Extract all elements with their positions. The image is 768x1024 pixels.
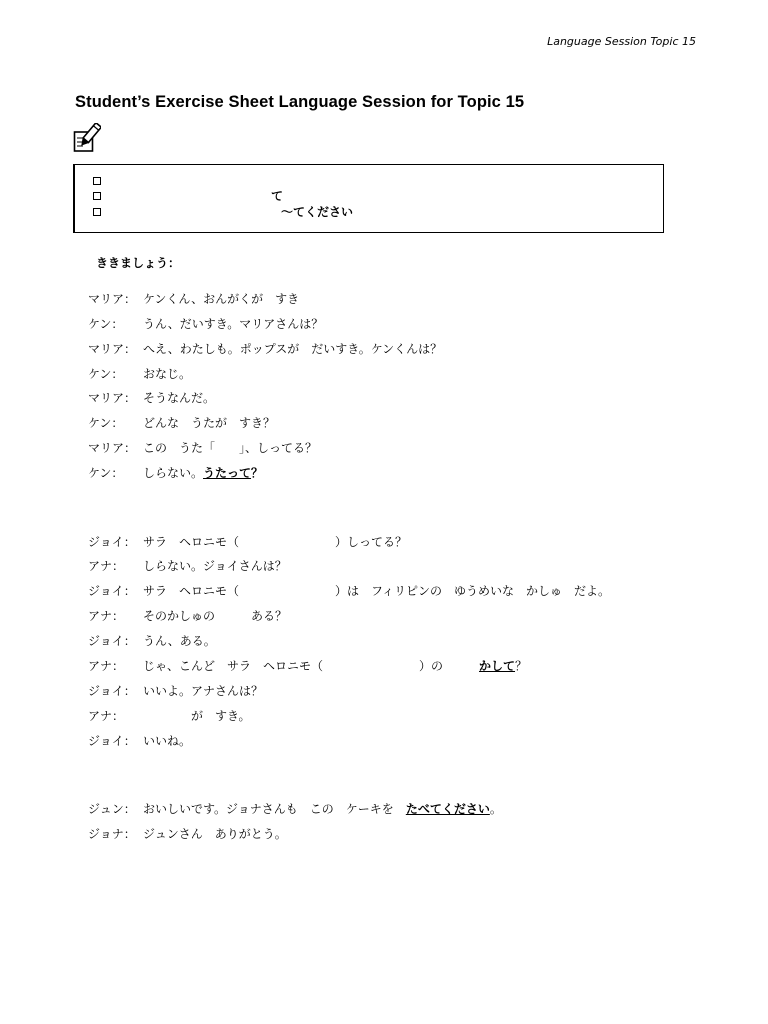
running-header: Language Session Topic 15 xyxy=(547,35,696,48)
speaker-name: アナ： xyxy=(88,559,125,573)
checkbox-icon xyxy=(93,177,101,185)
utterance: ジュンさん ありがとう。 xyxy=(143,827,287,841)
utterance: ケンくん、おんがくが すき xyxy=(143,292,300,306)
utterance: おなじ。 xyxy=(143,367,192,381)
speaker-name: ジュン： xyxy=(88,802,136,816)
speaker-name: マリア： xyxy=(88,441,137,455)
speaker-name: アナ： xyxy=(88,609,125,623)
speaker-name: アナ： xyxy=(88,709,125,723)
pencil-writing-icon xyxy=(73,123,101,153)
objective-text: て xyxy=(271,189,284,203)
utterance: じゃ、こんど サラ ヘロニモ（ ）の かして？ xyxy=(143,659,528,673)
checkbox-icon xyxy=(93,208,101,216)
utterance: うん、だいすき。マリアさんは？ xyxy=(143,317,324,331)
speaker-name: ケン： xyxy=(88,317,124,331)
utterance: そのかしゅの ある？ xyxy=(143,609,288,623)
speaker-name: ケン： xyxy=(88,416,124,430)
speaker-name: ケン： xyxy=(88,367,124,381)
utterance: うん、ある。 xyxy=(143,634,216,648)
utterance: サラ ヘロニモ（ ）は フィリピンの ゆうめいな かしゅ だよ。 xyxy=(143,584,611,598)
utterance: サラ ヘロニモ（ ）しってる？ xyxy=(143,535,408,549)
speaker-name: ケン： xyxy=(88,466,124,480)
speaker-name: マリア： xyxy=(88,391,137,405)
learning-objectives-box xyxy=(73,164,664,233)
speaker-name: ジョイ： xyxy=(88,535,136,549)
objective-text: ～てください xyxy=(281,205,354,219)
speaker-name: ジョイ： xyxy=(88,684,136,698)
speaker-name: マリア： xyxy=(88,292,137,306)
page-title: Student’s Exercise Sheet Language Session for Topic 15 xyxy=(75,93,525,111)
utterance: しらない。うたって？ xyxy=(143,466,264,480)
utterance: いいね。 xyxy=(143,734,192,748)
listening-heading: ききましょう： xyxy=(96,256,181,270)
checkbox-icon xyxy=(93,192,101,200)
utterance: いいよ。アナさんは？ xyxy=(143,684,264,698)
utterance: どんな うたが すき？ xyxy=(143,416,276,430)
utterance: が すき。 xyxy=(143,709,251,723)
objective-item xyxy=(75,204,663,220)
utterance: おいしいです。ジョナさんも この ケーキを たべてください。 xyxy=(143,802,502,816)
utterance: そうなんだ。 xyxy=(143,391,216,405)
objective-item xyxy=(75,188,663,204)
utterance: へえ、わたしも。ポップスが だいすき。ケンくんは？ xyxy=(143,342,443,356)
speaker-name: ジョイ： xyxy=(88,634,136,648)
utterance: しらない。ジョイさんは？ xyxy=(143,559,287,573)
speaker-name: ジョナ： xyxy=(88,827,136,841)
speaker-name: アナ： xyxy=(88,659,125,673)
objective-item xyxy=(75,173,663,189)
speaker-name: ジョイ： xyxy=(88,584,136,598)
speaker-name: ジョイ： xyxy=(88,734,136,748)
utterance: この うた「 」、しってる？ xyxy=(143,441,318,455)
speaker-name: マリア： xyxy=(88,342,137,356)
